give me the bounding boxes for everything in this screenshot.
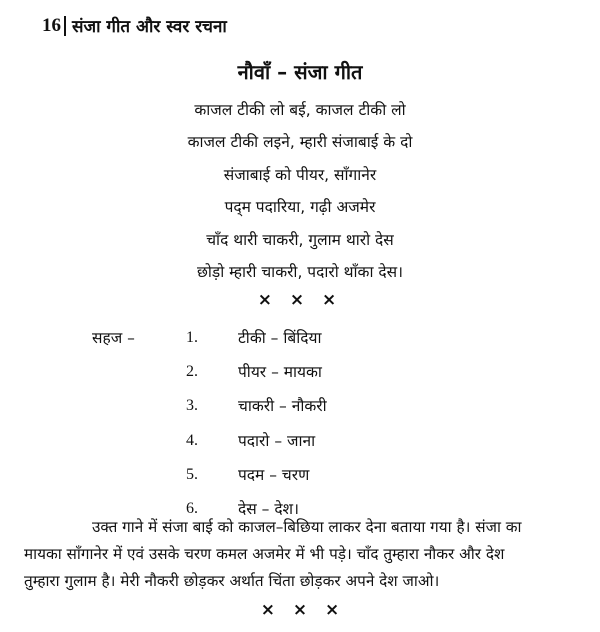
footer-separator: × × × bbox=[260, 600, 346, 620]
paragraph-line: मायका साँगानेर में एवं उसके चरण कमल अजमेर में भी पड़े। चाँद तुम्हारा नौकर और देश bbox=[24, 545, 505, 563]
paragraph-line: तुम्हारा गुलाम है। मेरी नौकरी छोड़कर अर्थात चिंता छोड़कर अपने देश जाओ। bbox=[24, 572, 440, 590]
song-title: नौवाँ – संजा गीत bbox=[237, 60, 363, 84]
glossary-label: सहज – bbox=[92, 329, 135, 347]
glossary-term: पीयर – मायका bbox=[238, 363, 322, 382]
glossary-term: पदारो – जाना bbox=[238, 431, 316, 450]
glossary-number: 3. bbox=[186, 397, 198, 415]
section-separator: × × × bbox=[257, 290, 343, 310]
verse-line: काजल टीकी लइने, म्हारी संजाबाई के दो bbox=[187, 133, 413, 152]
page-number: 16 bbox=[42, 14, 61, 36]
glossary-term: देस – देश। bbox=[238, 499, 299, 518]
verse-line: चाँद थारी चाकरी, गुलाम थारो देस bbox=[206, 230, 394, 249]
book-title: संजा गीत और स्वर रचना bbox=[72, 17, 227, 37]
explanation-paragraph bbox=[24, 514, 592, 595]
glossary-term: पदम – चरण bbox=[238, 465, 310, 484]
glossary-number: 2. bbox=[186, 363, 198, 381]
running-header bbox=[42, 14, 227, 37]
glossary-number: 5. bbox=[186, 465, 198, 483]
glossary-number: 4. bbox=[186, 431, 198, 449]
verse-line: पद्‌म पदारिया, गढ़ी अजमेर bbox=[224, 198, 376, 217]
verse-line: काजल टीकी लो बई, काजल टीकी लो bbox=[194, 101, 406, 119]
paragraph-line: उक्त गाने में संजा बाई को काजल–बिछिया लाकर देना बताया गया है। संजा का bbox=[92, 518, 522, 536]
verse-line: छोड़ो म्हारी चाकरी, पदारो थाँका देस। bbox=[197, 262, 403, 281]
header-divider bbox=[64, 16, 66, 36]
glossary-term: टीकी – बिंदिया bbox=[238, 329, 322, 347]
glossary-number: 1. bbox=[186, 329, 198, 346]
song-verses bbox=[0, 94, 600, 288]
glossary-term: चाकरी – नौकरी bbox=[238, 397, 327, 416]
verse-line: संजाबाई को पीयर, साँगानेर bbox=[223, 165, 377, 184]
glossary-number: 6. bbox=[186, 499, 198, 517]
